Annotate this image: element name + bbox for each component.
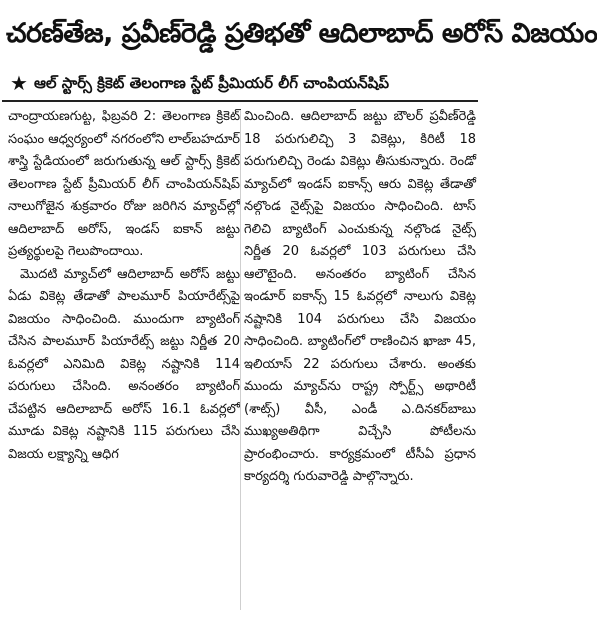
paragraph: మించింది. ఆదిలాబాద్ జట్టు బౌలర్ ప్రవీణ్‌రెడ్డి 18 పరుగులిచ్చి 3 వికెట్లు, కిరిటీ 18 పరుగులిచ్చి రెండు వికెట్లు తీసుకున్నారు. రెండో మ్యాచ్‌లో ఇండస్ ఐకాన్స్ ఆరు వికెట్ల తేడాతో నల్గొండ నైట్స్‌పై విజయం సాధించింది. టాస్ గెలిచి బ్యాటింగ్ ఎంచుకున్న నల్గొండ నైట్స్ నిర్ణీత 20 ఓవర్లలో 103 పరుగులు చేసి ఆలౌటైంది. అనంతరం బ్యాటింగ్ చేసిన ఇండూర్ ఐకాన్స్ 15 ఓవర్లలో నాలుగు వికెట్ల నష్టానికి 104 పరుగులు చేసి విజయం సాధించింది. బ్యాటింగ్‌లో రాణించిన ఖాజా 45, ఇలియాస్ 22 పరుగులు చేశారు. అంతకు ముందు మ్యాచ్‌ను రాష్ట్ర స్పోర్ట్స్ అథారిటీ (శాట్స్) వీసీ, ఎండీ ఎ.దినకర్‌బాబు ముఖ్యఅతిథిగా విచ్చేసి పోటీలను ప్రారంభించారు. కార్యక్రమంలో టీసీఏ ప్రధాన కార్యదర్శి గురువారెడ్డి పాల్గొన్నారు.	[244, 109, 476, 484]
headline: చరణ్‌తేజ, ప్రవీణ్‌రెడ్డి ప్రతిభతో ఆదిలాబాద్ అరోస్ విజయం	[6, 18, 597, 49]
article-column-right	[244, 106, 476, 616]
subheadline-text: ఆల్ స్టార్స్ క్రికెట్ తెలంగాణ స్టేట్ ప్రీమియర్ లీగ్ చాంపియన్‌షిప్	[33, 74, 390, 92]
column-divider	[240, 110, 241, 610]
article-column-left	[8, 106, 240, 616]
paragraph: మొదటి మ్యాచ్‌లో ఆదిలాబాద్ అరోస్ జట్టు ఏడు వికెట్ల తేడాతో పాలమూర్ పియారేట్స్‌పై విజయం సాధించింది. ముందుగా బ్యాటింగ్ చేసిన పాలమూర్ పియారేట్స్ జట్టు నిర్ణీత 20 ఓవర్లలో ఎనిమిది వికెట్ల నష్టానికి 114 పరుగులు చేసింది. అనంతరం బ్యాటింగ్ చేపట్టిన ఆదిలాబాద్ అరోస్ 16.1 ఓవర్లలో మూడు వికెట్ల నష్టానికి 115 పరుగులు చేసి విజయ లక్ష్యాన్ని ఆధిగ	[8, 266, 240, 462]
subheadline	[4, 70, 476, 96]
paragraph: చాంద్రాయణగుట్ట, ఫిబ్రవరి 2: తెలంగాణ క్రికెట్ సంఘం ఆధ్వర్యంలో నగరంలోని లాల్‌బహదూర్ శాస్త్రి స్టేడియంలో జరుగుతున్న ఆల్ స్టార్స్ క్రికెట్ తెలంగాణ స్టేట్ ప్రీమియర్ లీగ్ చాంపియన్‌షిప్ నాలుగోజైన శుక్రవారం రోజు జరిగిన మ్యాచ్‌ల్లో ఆదిలాబాద్ అరోస్, ఇండస్ ఐకాన్ జట్టు ప్రత్యర్థులపై గెలుపొందాయి.	[8, 109, 240, 259]
star-icon: ★	[10, 71, 28, 95]
headline-divider	[2, 100, 478, 102]
